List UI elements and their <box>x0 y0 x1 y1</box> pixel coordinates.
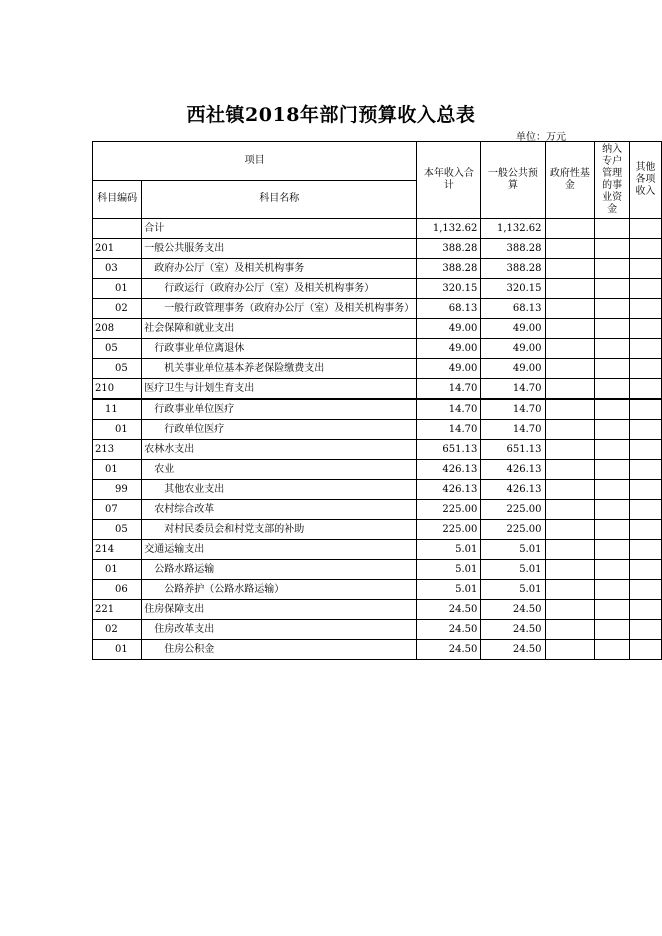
subject-code: 210 <box>93 379 142 400</box>
total-income: 5.01 <box>417 580 481 600</box>
subject-name: 住房改革支出 <box>142 620 417 640</box>
total-income: 24.50 <box>417 640 481 660</box>
header-gov-fund: 政府性基金 <box>545 142 595 219</box>
other-income <box>629 600 661 620</box>
subject-name: 住房公积金 <box>142 640 417 660</box>
general-budget: 5.01 <box>481 540 545 560</box>
other-income <box>629 620 661 640</box>
special-fund <box>595 319 630 339</box>
total-income: 49.00 <box>417 339 481 359</box>
table-row <box>93 560 662 580</box>
subject-code: 02 <box>93 620 142 640</box>
general-budget: 14.70 <box>481 420 545 440</box>
general-budget: 24.50 <box>481 620 545 640</box>
other-income <box>629 480 661 500</box>
table-row <box>93 420 662 440</box>
subject-code: 01 <box>93 640 142 660</box>
special-fund <box>595 219 630 239</box>
subject-code: 06 <box>93 580 142 600</box>
subject-name: 农村综合改革 <box>142 500 417 520</box>
general-budget: 49.00 <box>481 339 545 359</box>
general-budget: 320.15 <box>481 279 545 299</box>
header-name: 科目名称 <box>142 180 417 219</box>
special-fund <box>595 440 630 460</box>
total-income: 49.00 <box>417 319 481 339</box>
special-fund <box>595 560 630 580</box>
other-income <box>629 339 661 359</box>
table-row <box>93 259 662 279</box>
gov-fund <box>545 379 595 400</box>
total-income: 388.28 <box>417 259 481 279</box>
other-income <box>629 500 661 520</box>
other-income <box>629 399 661 420</box>
total-income: 651.13 <box>417 440 481 460</box>
subject-code: 01 <box>93 460 142 480</box>
general-budget: 5.01 <box>481 580 545 600</box>
subject-name: 机关事业单位基本养老保险缴费支出 <box>142 359 417 379</box>
table-row <box>93 319 662 339</box>
table-row <box>93 460 662 480</box>
gov-fund <box>545 420 595 440</box>
other-income <box>629 379 661 400</box>
special-fund <box>595 580 630 600</box>
table-row <box>93 299 662 319</box>
other-income <box>629 279 661 299</box>
table-row <box>93 540 662 560</box>
gov-fund <box>545 480 595 500</box>
general-budget: 24.50 <box>481 640 545 660</box>
subject-name: 公路养护（公路水路运输） <box>142 580 417 600</box>
table-row <box>93 520 662 540</box>
subject-name: 社会保障和就业支出 <box>142 319 417 339</box>
gov-fund <box>545 299 595 319</box>
table-row <box>93 620 662 640</box>
total-income: 24.50 <box>417 600 481 620</box>
subject-name: 行政事业单位医疗 <box>142 399 417 420</box>
gov-fund <box>545 399 595 420</box>
special-fund <box>595 339 630 359</box>
gov-fund <box>545 620 595 640</box>
general-budget: 14.70 <box>481 379 545 400</box>
subject-code: 201 <box>93 239 142 259</box>
general-budget: 651.13 <box>481 440 545 460</box>
gov-fund <box>545 279 595 299</box>
other-income <box>629 299 661 319</box>
table-row <box>93 640 662 660</box>
subject-code: 02 <box>93 299 142 319</box>
total-income: 5.01 <box>417 560 481 580</box>
header-project: 项目 <box>93 142 417 181</box>
subject-code: 221 <box>93 600 142 620</box>
other-income <box>629 640 661 660</box>
subject-name: 行政单位医疗 <box>142 420 417 440</box>
subject-code: 99 <box>93 480 142 500</box>
subject-code: 05 <box>93 359 142 379</box>
gov-fund <box>545 540 595 560</box>
total-income: 14.70 <box>417 379 481 400</box>
general-budget: 426.13 <box>481 480 545 500</box>
subject-code: 01 <box>93 279 142 299</box>
other-income <box>629 520 661 540</box>
general-budget: 49.00 <box>481 359 545 379</box>
subject-name: 住房保障支出 <box>142 600 417 620</box>
subject-code: 03 <box>93 259 142 279</box>
general-budget: 225.00 <box>481 500 545 520</box>
table-row <box>93 480 662 500</box>
other-income <box>629 319 661 339</box>
subject-code: 07 <box>93 500 142 520</box>
subject-name: 一般行政管理事务（政府办公厅（室）及相关机构事务） <box>142 299 417 319</box>
special-fund <box>595 520 630 540</box>
other-income <box>629 580 661 600</box>
other-income <box>629 359 661 379</box>
total-income: 24.50 <box>417 620 481 640</box>
total-income: 49.00 <box>417 359 481 379</box>
total-income: 426.13 <box>417 460 481 480</box>
other-income <box>629 420 661 440</box>
header-special: 纳入专户管理的事业资金 <box>595 142 630 219</box>
subject-name: 政府办公厅（室）及相关机构事务 <box>142 259 417 279</box>
subject-code: 11 <box>93 399 142 420</box>
general-budget: 426.13 <box>481 460 545 480</box>
page-title: 西社镇2018年部门预算收入总表 <box>186 104 476 126</box>
special-fund <box>595 480 630 500</box>
table-row <box>93 580 662 600</box>
other-income <box>629 239 661 259</box>
total-income: 1,132.62 <box>417 219 481 239</box>
total-income: 5.01 <box>417 540 481 560</box>
total-income: 225.00 <box>417 500 481 520</box>
total-income: 68.13 <box>417 299 481 319</box>
special-fund <box>595 540 630 560</box>
gov-fund <box>545 259 595 279</box>
general-budget: 5.01 <box>481 560 545 580</box>
general-budget: 388.28 <box>481 239 545 259</box>
special-fund <box>595 299 630 319</box>
subject-code <box>93 219 142 239</box>
special-fund <box>595 460 630 480</box>
other-income <box>629 259 661 279</box>
general-budget: 225.00 <box>481 520 545 540</box>
gov-fund <box>545 600 595 620</box>
subject-name: 对村民委员会和村党支部的补助 <box>142 520 417 540</box>
table-row <box>93 279 662 299</box>
budget-table <box>92 141 662 660</box>
table-row <box>93 399 662 420</box>
gov-fund <box>545 500 595 520</box>
table-row <box>93 359 662 379</box>
subject-code: 213 <box>93 440 142 460</box>
special-fund <box>595 640 630 660</box>
total-income: 14.70 <box>417 420 481 440</box>
subject-code: 214 <box>93 540 142 560</box>
gov-fund <box>545 319 595 339</box>
subject-name: 行政事业单位离退休 <box>142 339 417 359</box>
header-general: 一般公共预算 <box>481 142 545 219</box>
gov-fund <box>545 440 595 460</box>
total-income: 388.28 <box>417 239 481 259</box>
table-row <box>93 379 662 400</box>
other-income <box>629 560 661 580</box>
general-budget: 14.70 <box>481 399 545 420</box>
header-other: 其他各项收入 <box>629 142 661 219</box>
gov-fund <box>545 359 595 379</box>
special-fund <box>595 259 630 279</box>
subject-name: 合计 <box>142 219 417 239</box>
special-fund <box>595 239 630 259</box>
special-fund <box>595 379 630 400</box>
header-row-1 <box>93 142 662 181</box>
special-fund <box>595 399 630 420</box>
special-fund <box>595 620 630 640</box>
table-body <box>93 219 662 660</box>
table-row <box>93 500 662 520</box>
gov-fund <box>545 520 595 540</box>
general-budget: 1,132.62 <box>481 219 545 239</box>
other-income <box>629 460 661 480</box>
special-fund <box>595 359 630 379</box>
subject-name: 一般公共服务支出 <box>142 239 417 259</box>
total-income: 14.70 <box>417 399 481 420</box>
subject-code: 01 <box>93 420 142 440</box>
unit-label: 单位：万元 <box>516 132 566 143</box>
other-income <box>629 540 661 560</box>
subject-code: 208 <box>93 319 142 339</box>
subject-name: 交通运输支出 <box>142 540 417 560</box>
subject-code: 05 <box>93 339 142 359</box>
header-code: 科目编码 <box>93 180 142 219</box>
general-budget: 49.00 <box>481 319 545 339</box>
subject-name: 其他农业支出 <box>142 480 417 500</box>
total-income: 320.15 <box>417 279 481 299</box>
gov-fund <box>545 560 595 580</box>
gov-fund <box>545 640 595 660</box>
subject-name: 行政运行（政府办公厅（室）及相关机构事务） <box>142 279 417 299</box>
gov-fund <box>545 339 595 359</box>
special-fund <box>595 279 630 299</box>
gov-fund <box>545 239 595 259</box>
subject-name: 公路水路运输 <box>142 560 417 580</box>
subject-code: 05 <box>93 520 142 540</box>
table-row <box>93 219 662 239</box>
other-income <box>629 440 661 460</box>
table-row <box>93 339 662 359</box>
general-budget: 388.28 <box>481 259 545 279</box>
other-income <box>629 219 661 239</box>
gov-fund <box>545 219 595 239</box>
table-row <box>93 600 662 620</box>
subject-name: 农林水支出 <box>142 440 417 460</box>
general-budget: 68.13 <box>481 299 545 319</box>
general-budget: 24.50 <box>481 600 545 620</box>
total-income: 225.00 <box>417 520 481 540</box>
special-fund <box>595 500 630 520</box>
subject-name: 农业 <box>142 460 417 480</box>
subject-code: 01 <box>93 560 142 580</box>
special-fund <box>595 420 630 440</box>
table-row <box>93 239 662 259</box>
gov-fund <box>545 580 595 600</box>
header-total: 本年收入合计 <box>417 142 481 219</box>
gov-fund <box>545 460 595 480</box>
special-fund <box>595 600 630 620</box>
table-row <box>93 440 662 460</box>
total-income: 426.13 <box>417 480 481 500</box>
subject-name: 医疗卫生与计划生育支出 <box>142 379 417 400</box>
